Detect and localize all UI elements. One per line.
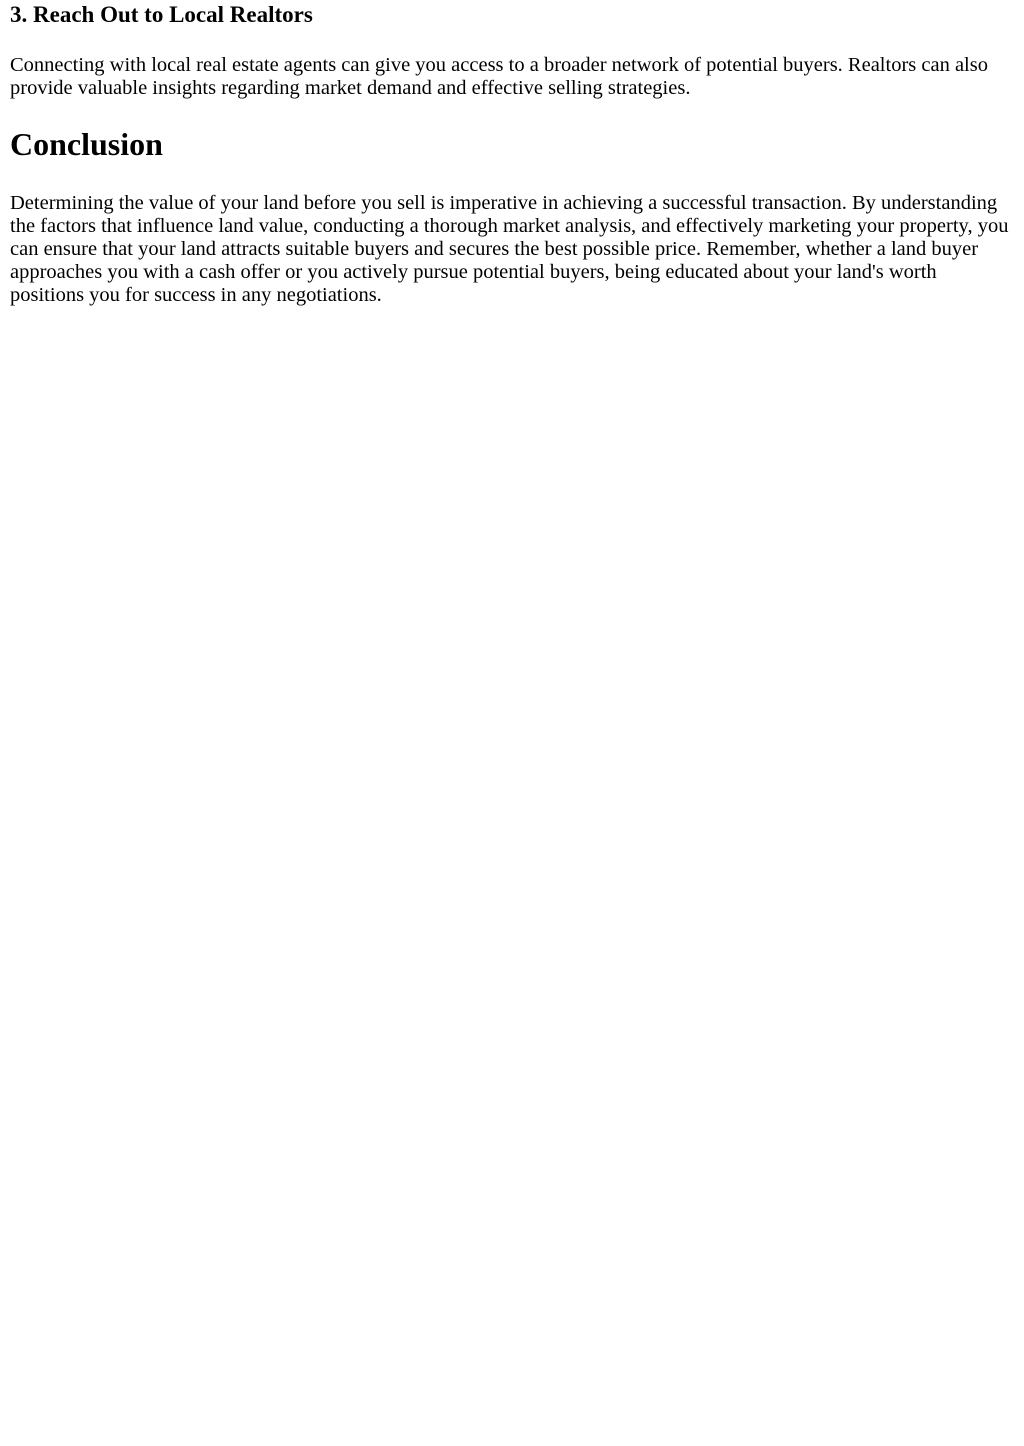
section-heading-realtors: 3. Reach Out to Local Realtors [10, 2, 313, 27]
article [0, 0, 1024, 307]
section-body-realtors: Connecting with local real estate agents can give you access to a broader network of potential buyers. Realtors can also provide valuable insights regarding market demand and effective selling strategies. [10, 54, 988, 99]
section-heading-conclusion: Conclusion [10, 126, 163, 162]
section-body-conclusion: Determining the value of your land before you sell is imperative in achieving a successful transaction. By understanding the factors that influence land value, conducting a thorough market analysis, and effectively marketing your property, you can ensure that your land attracts suitable buyers and secures the best possible price. Remember, whether a land buyer approaches you with a cash offer or you actively pursue potential buyers, being educated about your land's worth positions you for success in any negotiations. [10, 192, 1009, 306]
